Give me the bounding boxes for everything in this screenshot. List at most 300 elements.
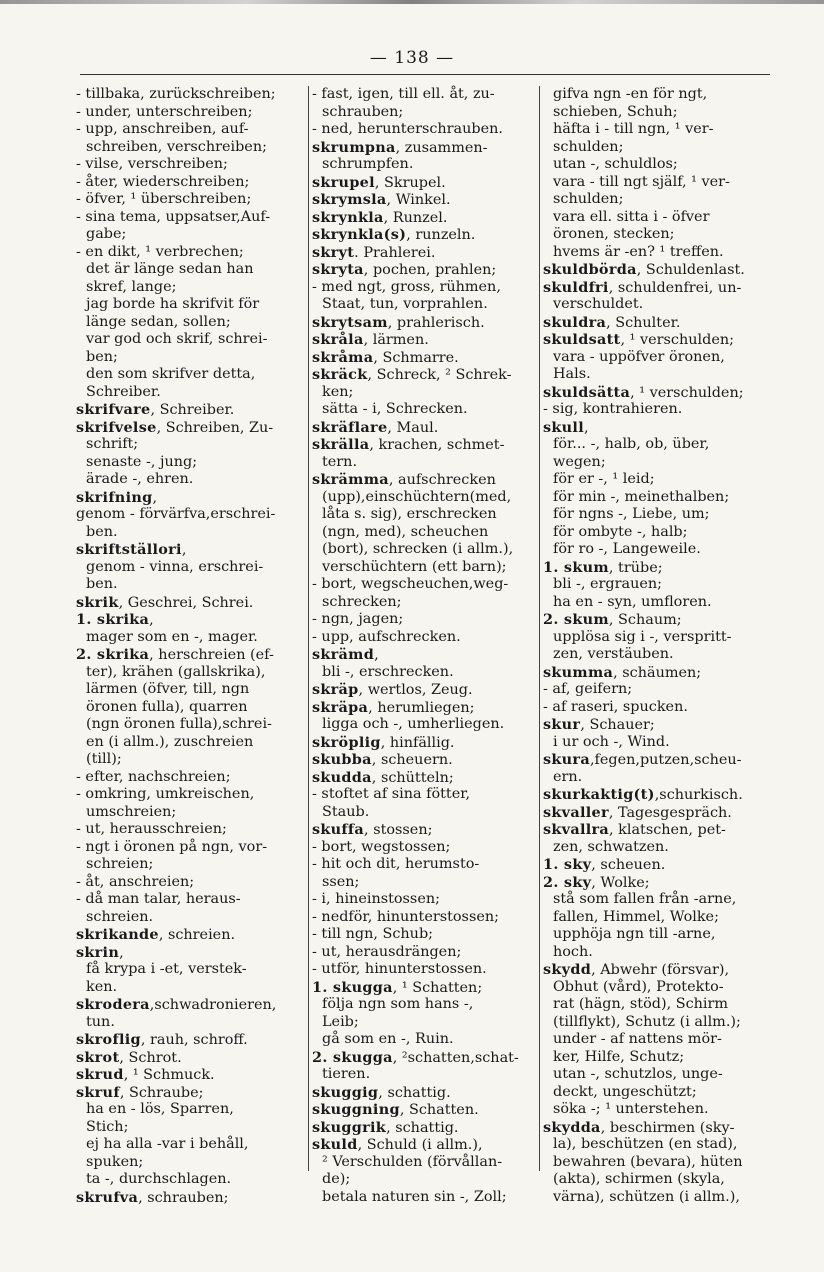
entry-line	[76, 86, 306, 104]
dictionary-entry	[312, 751, 536, 769]
headword: 1. sky	[543, 856, 592, 873]
entry-text: ,	[152, 489, 158, 506]
entry-line	[312, 961, 536, 979]
entry-text: , Schauer;	[580, 717, 655, 733]
entry-text: - ngn, jagen;	[312, 611, 404, 627]
entry-line	[543, 909, 775, 927]
entry-line	[543, 1031, 775, 1049]
entry-text: , stossen;	[364, 822, 433, 838]
entry-text: - ngt i öronen på ngn, vor-	[76, 838, 268, 855]
entry-line	[312, 576, 536, 594]
entry-text: mager som en -, mager.	[86, 628, 258, 645]
headword: skrumpna	[312, 138, 396, 156]
dictionary-entry	[76, 996, 306, 1014]
entry-text: , rauh, schroff.	[140, 1032, 248, 1048]
headword: skrämma	[312, 471, 389, 488]
entry-line	[543, 139, 775, 157]
dictionary-entry	[76, 944, 306, 962]
entry-text: - med ngt, gross, rühmen,	[312, 278, 501, 295]
headword: skuldfri	[543, 278, 609, 296]
entry-line	[543, 1189, 775, 1207]
entry-line	[312, 716, 536, 734]
entry-text: - hit och dit, herumsto-	[312, 856, 480, 872]
entry-line	[543, 926, 775, 944]
dictionary-entry	[76, 401, 306, 419]
entry-text: schulden;	[553, 138, 624, 155]
entry-line	[76, 314, 306, 332]
entry-text: - upp, anschreiben, auf-	[76, 121, 249, 137]
headword: skydd	[543, 961, 592, 978]
entry-line	[312, 156, 536, 174]
headword: skuggning	[312, 1101, 400, 1118]
entry-text: (tillflykt), Schutz (i allm.);	[553, 1013, 741, 1030]
entry-line	[76, 1171, 306, 1189]
entry-line	[76, 664, 306, 682]
entry-text: häfta i - till ngn, ¹ ver-	[553, 121, 714, 137]
entry-text: ² Verschulden (förvållan-	[322, 1153, 503, 1170]
entry-line	[76, 331, 306, 349]
entry-line	[543, 541, 775, 559]
entry-text: ,schwadronieren,	[149, 997, 277, 1013]
entry-line	[543, 996, 775, 1014]
entry-line	[76, 1101, 306, 1119]
entry-line	[312, 541, 536, 559]
dictionary-entry	[543, 559, 775, 577]
entry-text: verschuldet.	[553, 296, 644, 312]
entry-text: , pochen, prahlen;	[363, 262, 497, 278]
entry-text: stå som fallen från -arne,	[553, 891, 737, 907]
entry-text: schrauben;	[322, 103, 404, 120]
entry-text: upphöja ngn till -arne,	[553, 926, 716, 942]
entry-line	[543, 769, 775, 787]
dictionary-entry	[543, 261, 775, 279]
entry-text: , aufschrecken	[388, 472, 496, 488]
headword: skrymsla	[312, 191, 387, 208]
entry-line	[543, 629, 775, 647]
entry-line	[312, 856, 536, 874]
entry-text: för ro -, Langeweile.	[553, 541, 701, 557]
entry-line	[543, 839, 775, 857]
entry-line	[76, 576, 306, 594]
dictionary-entry	[76, 1031, 306, 1049]
headword: skryt	[312, 243, 355, 261]
headword: skriftställori	[76, 541, 182, 558]
entry-line	[543, 296, 775, 314]
dictionary-entry	[76, 1049, 306, 1067]
entry-line	[76, 769, 306, 787]
entry-text: , Schrot.	[119, 1049, 182, 1066]
entry-text: ,	[119, 944, 124, 961]
entry-line	[76, 734, 306, 752]
entry-line	[76, 139, 306, 157]
entry-line	[543, 594, 775, 612]
headword: skrifvare	[76, 401, 151, 418]
entry-text: schrumpfen.	[322, 156, 414, 172]
entry-text: gifva ngn -en för ngt,	[553, 86, 708, 102]
entry-line	[543, 944, 775, 962]
entry-text: , schuldenfrei, un-	[608, 279, 742, 296]
dictionary-entry	[76, 1189, 306, 1207]
entry-text: (bort), schrecken (i allm.),	[322, 541, 514, 557]
entry-line	[312, 489, 536, 507]
entry-text: - bort, wegscheuchen,weg-	[312, 576, 509, 592]
headword: skrikande	[76, 926, 159, 943]
entry-text: genom - vinna, erschrei-	[86, 558, 264, 575]
dictionary-entry	[312, 1049, 536, 1067]
entry-text: rat (hägn, stöd), Schirm	[553, 996, 729, 1012]
headword: skrin	[76, 943, 120, 961]
entry-line	[312, 996, 536, 1014]
entry-text: , Schuld (i allm.),	[357, 1137, 483, 1153]
entry-text: de);	[322, 1171, 351, 1187]
entry-line	[76, 349, 306, 367]
entry-line	[312, 1189, 536, 1207]
dictionary-entry	[312, 1084, 536, 1102]
entry-text: (till);	[86, 751, 122, 767]
entry-text: , lärmen.	[363, 332, 429, 348]
entry-text: , schattig.	[386, 1119, 459, 1136]
entry-line	[543, 121, 775, 139]
entry-line	[76, 751, 306, 769]
entry-line	[76, 716, 306, 734]
column-1	[76, 86, 306, 1206]
dictionary-entry	[312, 244, 536, 262]
entry-text: , schütteln;	[371, 769, 454, 786]
entry-text: bli -, erschrecken.	[322, 663, 454, 680]
entry-text: ker, Hilfe, Schutz;	[553, 1048, 685, 1065]
headword: skrifvelse	[76, 418, 157, 436]
headword: 1. skugga	[312, 978, 393, 996]
entry-text: för ombyte -, halb;	[553, 523, 688, 540]
entry-text: schrecken;	[322, 593, 402, 610]
dictionary-entry	[312, 821, 536, 839]
entry-line	[76, 786, 306, 804]
headword: skvaller	[543, 803, 609, 821]
dictionary-entry	[543, 751, 775, 769]
entry-text: schreien;	[86, 856, 154, 872]
entry-text: ha en - syn, umfloren.	[553, 593, 712, 610]
dictionary-entry	[312, 1119, 536, 1137]
entry-text: , ²schatten,schat-	[392, 1049, 519, 1066]
entry-line	[543, 1171, 775, 1189]
entry-text: ben.	[86, 576, 118, 592]
entry-text: vara - uppöfver öronen,	[553, 348, 725, 365]
headword: skuldsatt	[543, 331, 621, 348]
headword: skuggig	[312, 1083, 379, 1101]
entry-line	[76, 279, 306, 297]
entry-text: ben;	[86, 348, 118, 365]
entry-line	[543, 979, 775, 997]
entry-line	[543, 191, 775, 209]
entry-line	[76, 681, 306, 699]
entry-line	[543, 489, 775, 507]
entry-text: Obhut (vård), Protekto-	[553, 978, 724, 995]
entry-text: - sig, kontrahieren.	[543, 401, 683, 417]
entry-line	[76, 471, 306, 489]
dictionary-entry	[312, 436, 536, 454]
entry-text: - omkring, umkreischen,	[76, 786, 255, 802]
entry-text: utan -, schutzlos, unge-	[553, 1066, 723, 1082]
entry-text: för ngns -, Liebe, um;	[553, 506, 710, 522]
entry-text: ern.	[553, 768, 583, 785]
entry-text: , Schatten.	[399, 1102, 479, 1118]
headword: skudda	[312, 768, 372, 786]
entry-text: . Prahlerei.	[354, 244, 436, 261]
headword: skull	[543, 418, 584, 436]
entry-line	[76, 629, 306, 647]
entry-line	[543, 401, 775, 419]
entry-line	[312, 401, 536, 419]
headword: skuffa	[312, 821, 365, 838]
entry-line	[76, 1154, 306, 1172]
scan-top-edge	[0, 0, 824, 4]
entry-text: , hinfällig.	[380, 734, 455, 751]
entry-text: för min -, meinethalben;	[553, 488, 730, 505]
entry-text: öronen fulla), quarren	[86, 698, 248, 715]
headword: skrälla	[312, 436, 370, 453]
entry-line	[312, 1171, 536, 1189]
entry-text: schulden;	[553, 191, 624, 207]
entry-line	[312, 611, 536, 629]
entry-line	[76, 191, 306, 209]
headword: skrodera	[76, 996, 150, 1013]
entry-text: upplösa sig i -, verspritt-	[553, 628, 732, 645]
entry-line	[312, 629, 536, 647]
headword: skumma	[543, 663, 614, 681]
entry-text: bli -, ergrauen;	[553, 576, 662, 592]
headword: skräck	[312, 366, 368, 383]
entry-text: värna), schützen (i allm.),	[553, 1188, 740, 1205]
dictionary-entry	[76, 1066, 306, 1084]
dictionary-entry	[76, 646, 306, 664]
entry-line	[312, 1031, 536, 1049]
entry-text: , Skrupel.	[374, 174, 446, 191]
entry-text: , Wolke;	[591, 874, 650, 891]
entry-text: , schreien.	[158, 927, 236, 943]
entry-text: senaste -, jung;	[86, 453, 198, 470]
entry-text: - ned, herunterschrauben.	[312, 121, 503, 137]
entry-text: söka -; ¹ unterstehen.	[553, 1101, 709, 1117]
entry-text: för... -, halb, ob, über,	[553, 436, 710, 452]
entry-line	[543, 576, 775, 594]
headword: skrynkla	[312, 208, 384, 226]
dictionary-entry	[543, 961, 775, 979]
entry-text: ter), krähen (gallskrika),	[86, 663, 266, 680]
entry-line	[76, 891, 306, 909]
entry-line	[76, 559, 306, 577]
entry-line	[543, 174, 775, 192]
entry-line	[76, 226, 306, 244]
column-divider	[308, 86, 309, 1171]
entry-line	[76, 699, 306, 717]
entry-text: ligga och -, umherliegen.	[322, 716, 505, 732]
dictionary-entry	[312, 366, 536, 384]
entry-text: (upp),einschüchtern(med,	[322, 488, 512, 505]
entry-text: den som skrifver detta,	[86, 366, 256, 382]
entry-text: hvems är -en? ¹ treffen.	[553, 243, 724, 260]
headword: skräp	[312, 681, 359, 698]
entry-text: - en dikt, ¹ verbrechen;	[76, 243, 244, 260]
entry-line	[312, 909, 536, 927]
entry-text: i ur och -, Wind.	[553, 733, 670, 750]
entry-text: , schäumen;	[613, 664, 702, 681]
entry-text: , Runzel.	[383, 209, 448, 226]
entry-text: - af, geifern;	[543, 681, 633, 697]
entry-text: , zusammen-	[395, 139, 488, 156]
headword: skrud	[76, 1066, 124, 1083]
column-divider	[539, 86, 540, 1171]
entry-text: följa ngn som hans -,	[322, 996, 474, 1012]
entry-line	[312, 121, 536, 139]
entry-line	[543, 506, 775, 524]
headword: skryta	[312, 261, 364, 278]
entry-text: - då man talar, heraus-	[76, 891, 241, 907]
headword: 2. skrika	[76, 646, 150, 663]
entry-line	[312, 594, 536, 612]
entry-text: verschüchtern (ett barn);	[322, 558, 507, 575]
entry-text: det är länge sedan han	[86, 261, 254, 277]
dictionary-entry	[312, 471, 536, 489]
entry-line	[76, 454, 306, 472]
entry-line	[76, 1014, 306, 1032]
entry-text: tieren.	[322, 1066, 371, 1082]
entry-text: - nedför, hinunterstossen;	[312, 908, 499, 925]
headword: skruf	[76, 1083, 120, 1101]
entry-text: , Schulter.	[606, 314, 681, 331]
entry-text: , scheuern.	[371, 752, 453, 768]
entry-text: , Schraube;	[119, 1084, 204, 1101]
headword: skuld	[312, 1136, 358, 1153]
entry-text: - upp, aufschrecken.	[312, 628, 461, 645]
entry-text: , Maul.	[387, 419, 439, 436]
entry-line	[312, 279, 536, 297]
entry-line	[312, 804, 536, 822]
entry-line	[76, 436, 306, 454]
entry-line	[76, 804, 306, 822]
entry-text: ,fegen,putzen,scheu-	[589, 752, 742, 768]
entry-text: skref, lange;	[86, 278, 177, 295]
entry-line	[76, 174, 306, 192]
entry-line	[543, 86, 775, 104]
entry-text: - sina tema, uppsatser,Auf-	[76, 208, 271, 225]
entry-text: - efter, nachschreien;	[76, 768, 231, 785]
entry-text: för er -, ¹ leid;	[553, 471, 655, 487]
headword: skrik	[76, 593, 119, 611]
entry-line	[543, 471, 775, 489]
entry-line	[312, 1014, 536, 1032]
headword: skydda	[543, 1118, 601, 1136]
entry-line	[543, 454, 775, 472]
headword: skuldbörda	[543, 261, 637, 278]
entry-text: , klatschen, pet-	[609, 822, 726, 838]
entry-text: under - af nattens mör-	[553, 1031, 722, 1047]
entry-text: , ¹ verschulden;	[630, 384, 744, 401]
entry-text: låta s. sig), erschrecken	[322, 506, 497, 522]
headword: skrifning	[76, 488, 153, 506]
dictionary-entry	[312, 226, 536, 244]
headword: skroflig	[76, 1031, 141, 1048]
entry-text: vara - till ngt själf, ¹ ver-	[553, 173, 730, 190]
entry-text: ,	[583, 419, 589, 436]
entry-text: ,	[149, 612, 154, 628]
entry-line	[543, 349, 775, 367]
entry-text: , schattig.	[378, 1084, 451, 1101]
dictionary-entry	[543, 874, 775, 892]
entry-text: - ut, herausdrängen;	[312, 943, 462, 960]
dictionary-entry	[543, 804, 775, 822]
entry-text: hoch.	[553, 943, 593, 960]
entry-text: - åter, wiederschreiben;	[76, 173, 250, 190]
dictionary-entry	[76, 926, 306, 944]
entry-text: ken.	[86, 978, 118, 995]
entry-text: bewahren (bevara), hüten	[553, 1153, 743, 1170]
entry-text: schieben, Schuh;	[553, 103, 678, 120]
entry-line	[312, 926, 536, 944]
dictionary-entry	[76, 489, 306, 507]
entry-text: ta -, durchschlagen.	[86, 1171, 232, 1187]
dictionary-entry	[76, 594, 306, 612]
entry-text: , krachen, schmet-	[369, 437, 505, 453]
headword: skråma	[312, 348, 374, 366]
entry-text: ssen;	[322, 873, 360, 890]
entry-text: , beschirmen (sky-	[600, 1119, 735, 1136]
entry-text: - under, unterschreiben;	[76, 103, 253, 120]
entry-text: ,schurkisch.	[654, 787, 743, 803]
entry-text: genom - förvärfva,erschrei-	[76, 506, 276, 522]
entry-line	[543, 156, 775, 174]
entry-text: , Winkel.	[386, 192, 451, 208]
entry-line	[543, 524, 775, 542]
entry-line	[543, 734, 775, 752]
entry-text: wegen;	[553, 453, 606, 470]
headword: 1. skrika	[76, 611, 150, 628]
headword: 2. skugga	[312, 1048, 393, 1066]
entry-line	[312, 454, 536, 472]
entry-text: ha en - lös, Sparren,	[86, 1101, 234, 1117]
dictionary-entry	[543, 279, 775, 297]
dictionary-entry	[312, 681, 536, 699]
entry-line	[543, 226, 775, 244]
entry-line	[543, 209, 775, 227]
entry-text: - stoftet af sina fötter,	[312, 786, 471, 802]
entry-line	[543, 699, 775, 717]
entry-text: , schrauben;	[138, 1189, 229, 1206]
entry-line	[543, 646, 775, 664]
entry-line	[76, 524, 306, 542]
entry-text: utan -, schuldlos;	[553, 156, 678, 172]
entry-line	[312, 839, 536, 857]
entry-line	[76, 104, 306, 122]
headword: 1. skum	[543, 558, 609, 576]
entry-text: schreien.	[86, 908, 154, 925]
entry-text: , ¹ Schmuck.	[123, 1067, 215, 1083]
entry-text: Leib;	[322, 1013, 359, 1030]
entry-line	[312, 559, 536, 577]
entry-text: , scheuen.	[591, 857, 666, 873]
headword: skur	[543, 716, 581, 733]
dictionary-entry	[312, 314, 536, 332]
dictionary-entry	[76, 1084, 306, 1102]
headword: skura	[543, 751, 590, 768]
entry-text: , Schuldenlast.	[636, 262, 745, 278]
headword: skrufva	[76, 1188, 139, 1206]
entry-line	[543, 891, 775, 909]
entry-text: fallen, Himmel, Wolke;	[553, 908, 719, 925]
entry-text: , Geschrei, Schrei.	[118, 594, 254, 611]
entry-text: , Schreiben, Zu-	[156, 419, 274, 436]
entry-text: , trübe;	[608, 559, 663, 576]
entry-line	[543, 1066, 775, 1084]
